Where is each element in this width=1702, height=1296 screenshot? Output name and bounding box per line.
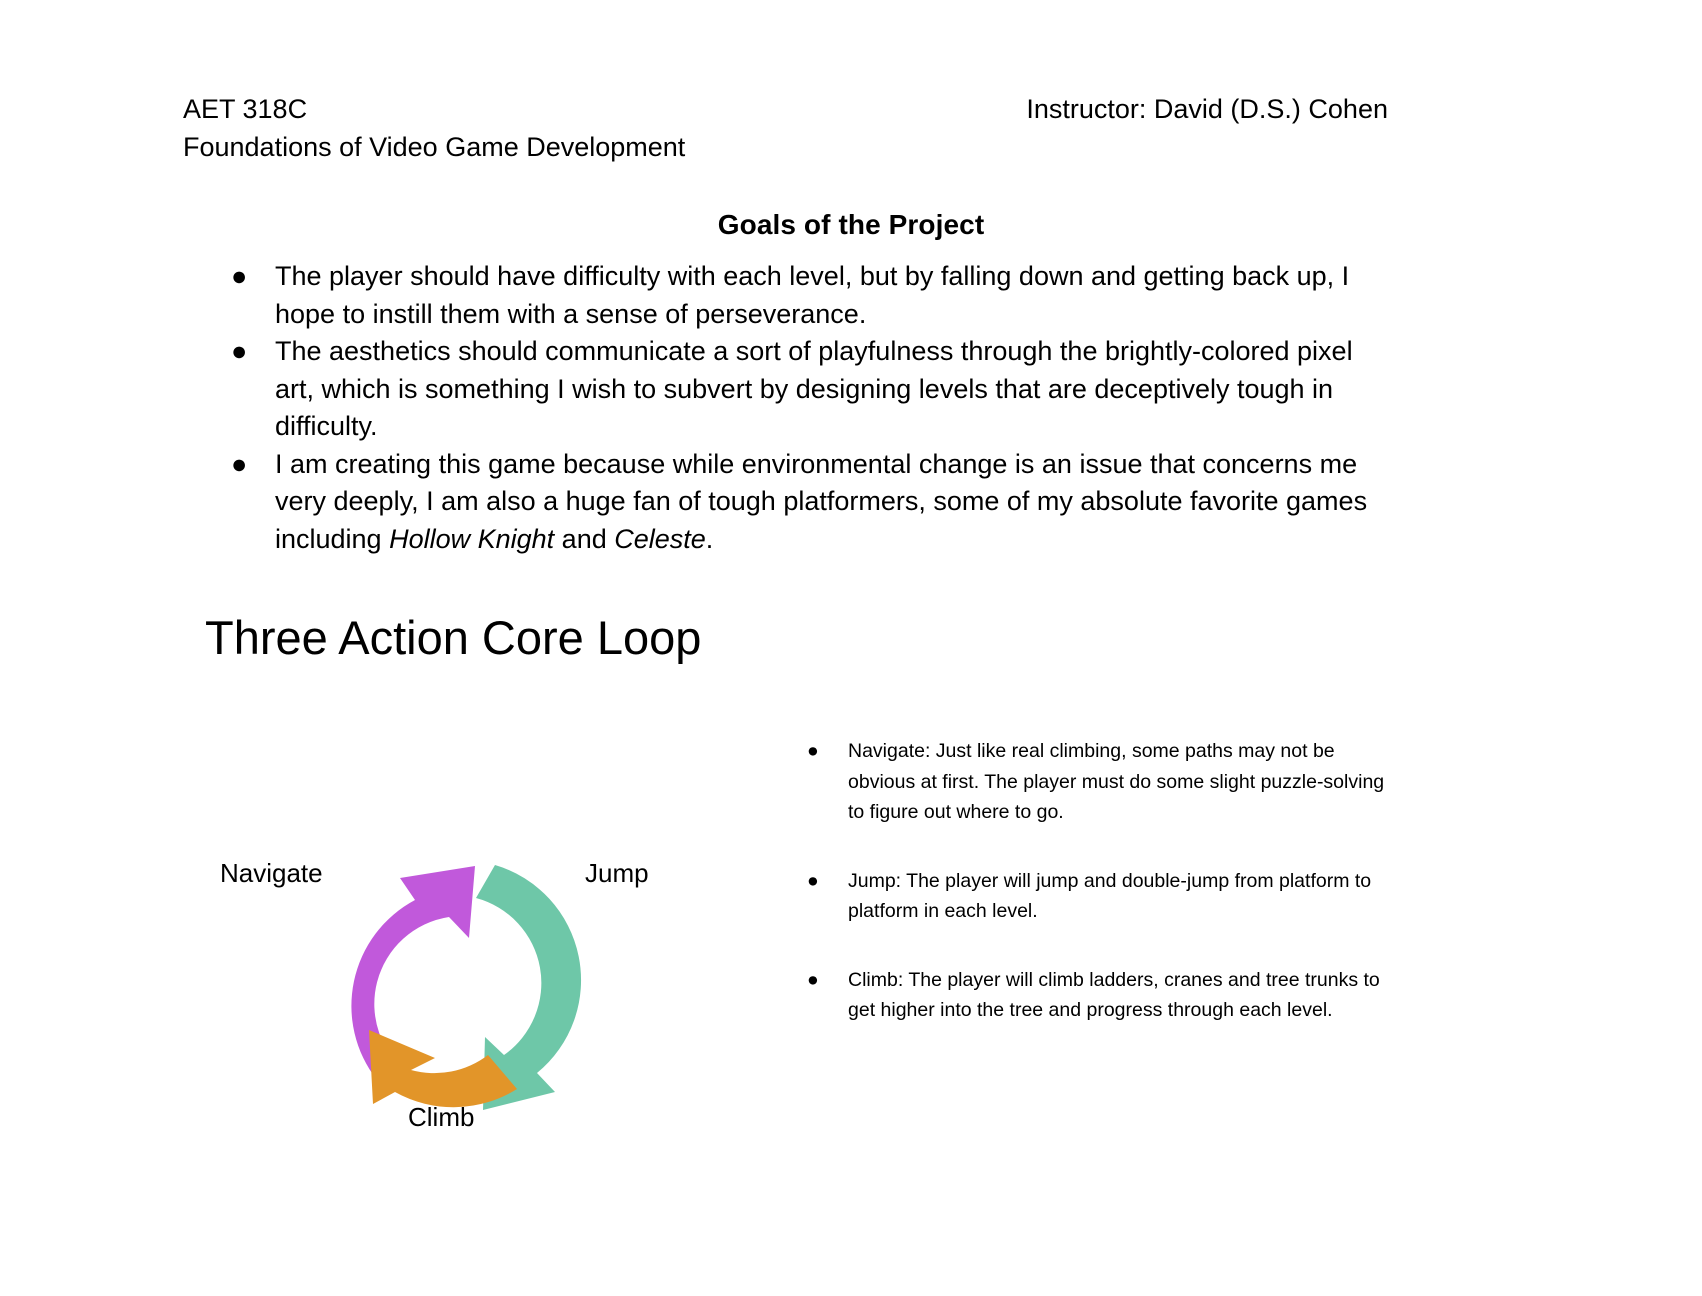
goals-list-item bbox=[183, 446, 1398, 559]
document-header bbox=[183, 90, 1388, 166]
action-descriptions-list bbox=[795, 736, 1395, 1026]
goals-item-text-middle: and bbox=[554, 523, 615, 554]
bullet-point-icon: ● bbox=[231, 448, 248, 479]
action-list-item bbox=[795, 736, 1395, 828]
action-item-text: Climb: The player will climb ladders, cranes and tree trunks to get higher into the tree and progress through each level. bbox=[848, 968, 1380, 1021]
goals-list-item bbox=[183, 258, 1398, 333]
course-code: AET 318C bbox=[183, 94, 308, 124]
goals-item-text: The aesthetics should communicate a sort of playfulness through the brightly-colored pixel art, which is something I wish to subvert by designing levels that are deceptively tough in difficulty. bbox=[275, 336, 1353, 441]
game-title-celeste: Celeste bbox=[614, 523, 706, 554]
action-item-text: Jump: The player will jump and double-jump from platform to platform in each level. bbox=[848, 869, 1372, 922]
diagram-label-jump: Jump bbox=[585, 858, 649, 888]
goals-section-title: Goals of the Project bbox=[717, 209, 985, 241]
goals-item-text-after: . bbox=[705, 523, 714, 554]
bullet-point-icon: ● bbox=[807, 740, 819, 762]
climb-arrow-icon bbox=[369, 1030, 517, 1107]
header-top-row bbox=[183, 90, 1388, 128]
bullet-point-icon: ● bbox=[231, 336, 248, 366]
bullet-point-icon: ● bbox=[231, 261, 248, 291]
goals-item-text: The player should have difficulty with each level, but by falling down and getting back up, I hope to instill them with a sense of perseverance. bbox=[275, 261, 1350, 329]
action-item-text: Navigate: Just like real climbing, some paths may not be obvious at first. The player must do some slight puzzle-solving to figure out where to go. bbox=[848, 740, 1385, 823]
core-loop-diagram bbox=[195, 790, 755, 1170]
diagram-label-climb: Climb bbox=[408, 1102, 475, 1132]
course-name: Foundations of Video Game Development bbox=[183, 132, 686, 162]
action-list-item bbox=[795, 866, 1395, 927]
instructor-name: Instructor: David (D.S.) Cohen bbox=[1026, 94, 1388, 124]
diagram-label-navigate: Navigate bbox=[220, 858, 323, 888]
bullet-point-icon: ● bbox=[807, 869, 819, 892]
game-title-hollow-knight: Hollow Knight bbox=[389, 523, 555, 554]
goals-item-text-before: I am creating this game because while environmental change is an issue that concerns me very deeply, I am also a huge fan of tough platformers, some of my absolute favorite games including bbox=[275, 448, 1368, 554]
goals-bullet-list bbox=[183, 258, 1398, 558]
core-loop-heading: Three Action Core Loop bbox=[205, 611, 702, 664]
core-loop-arrows-svg bbox=[195, 790, 755, 1170]
goals-list-item bbox=[183, 333, 1398, 446]
bullet-point-icon: ● bbox=[807, 968, 819, 991]
navigate-arrow-icon bbox=[351, 866, 475, 1080]
action-list-item bbox=[795, 965, 1395, 1026]
